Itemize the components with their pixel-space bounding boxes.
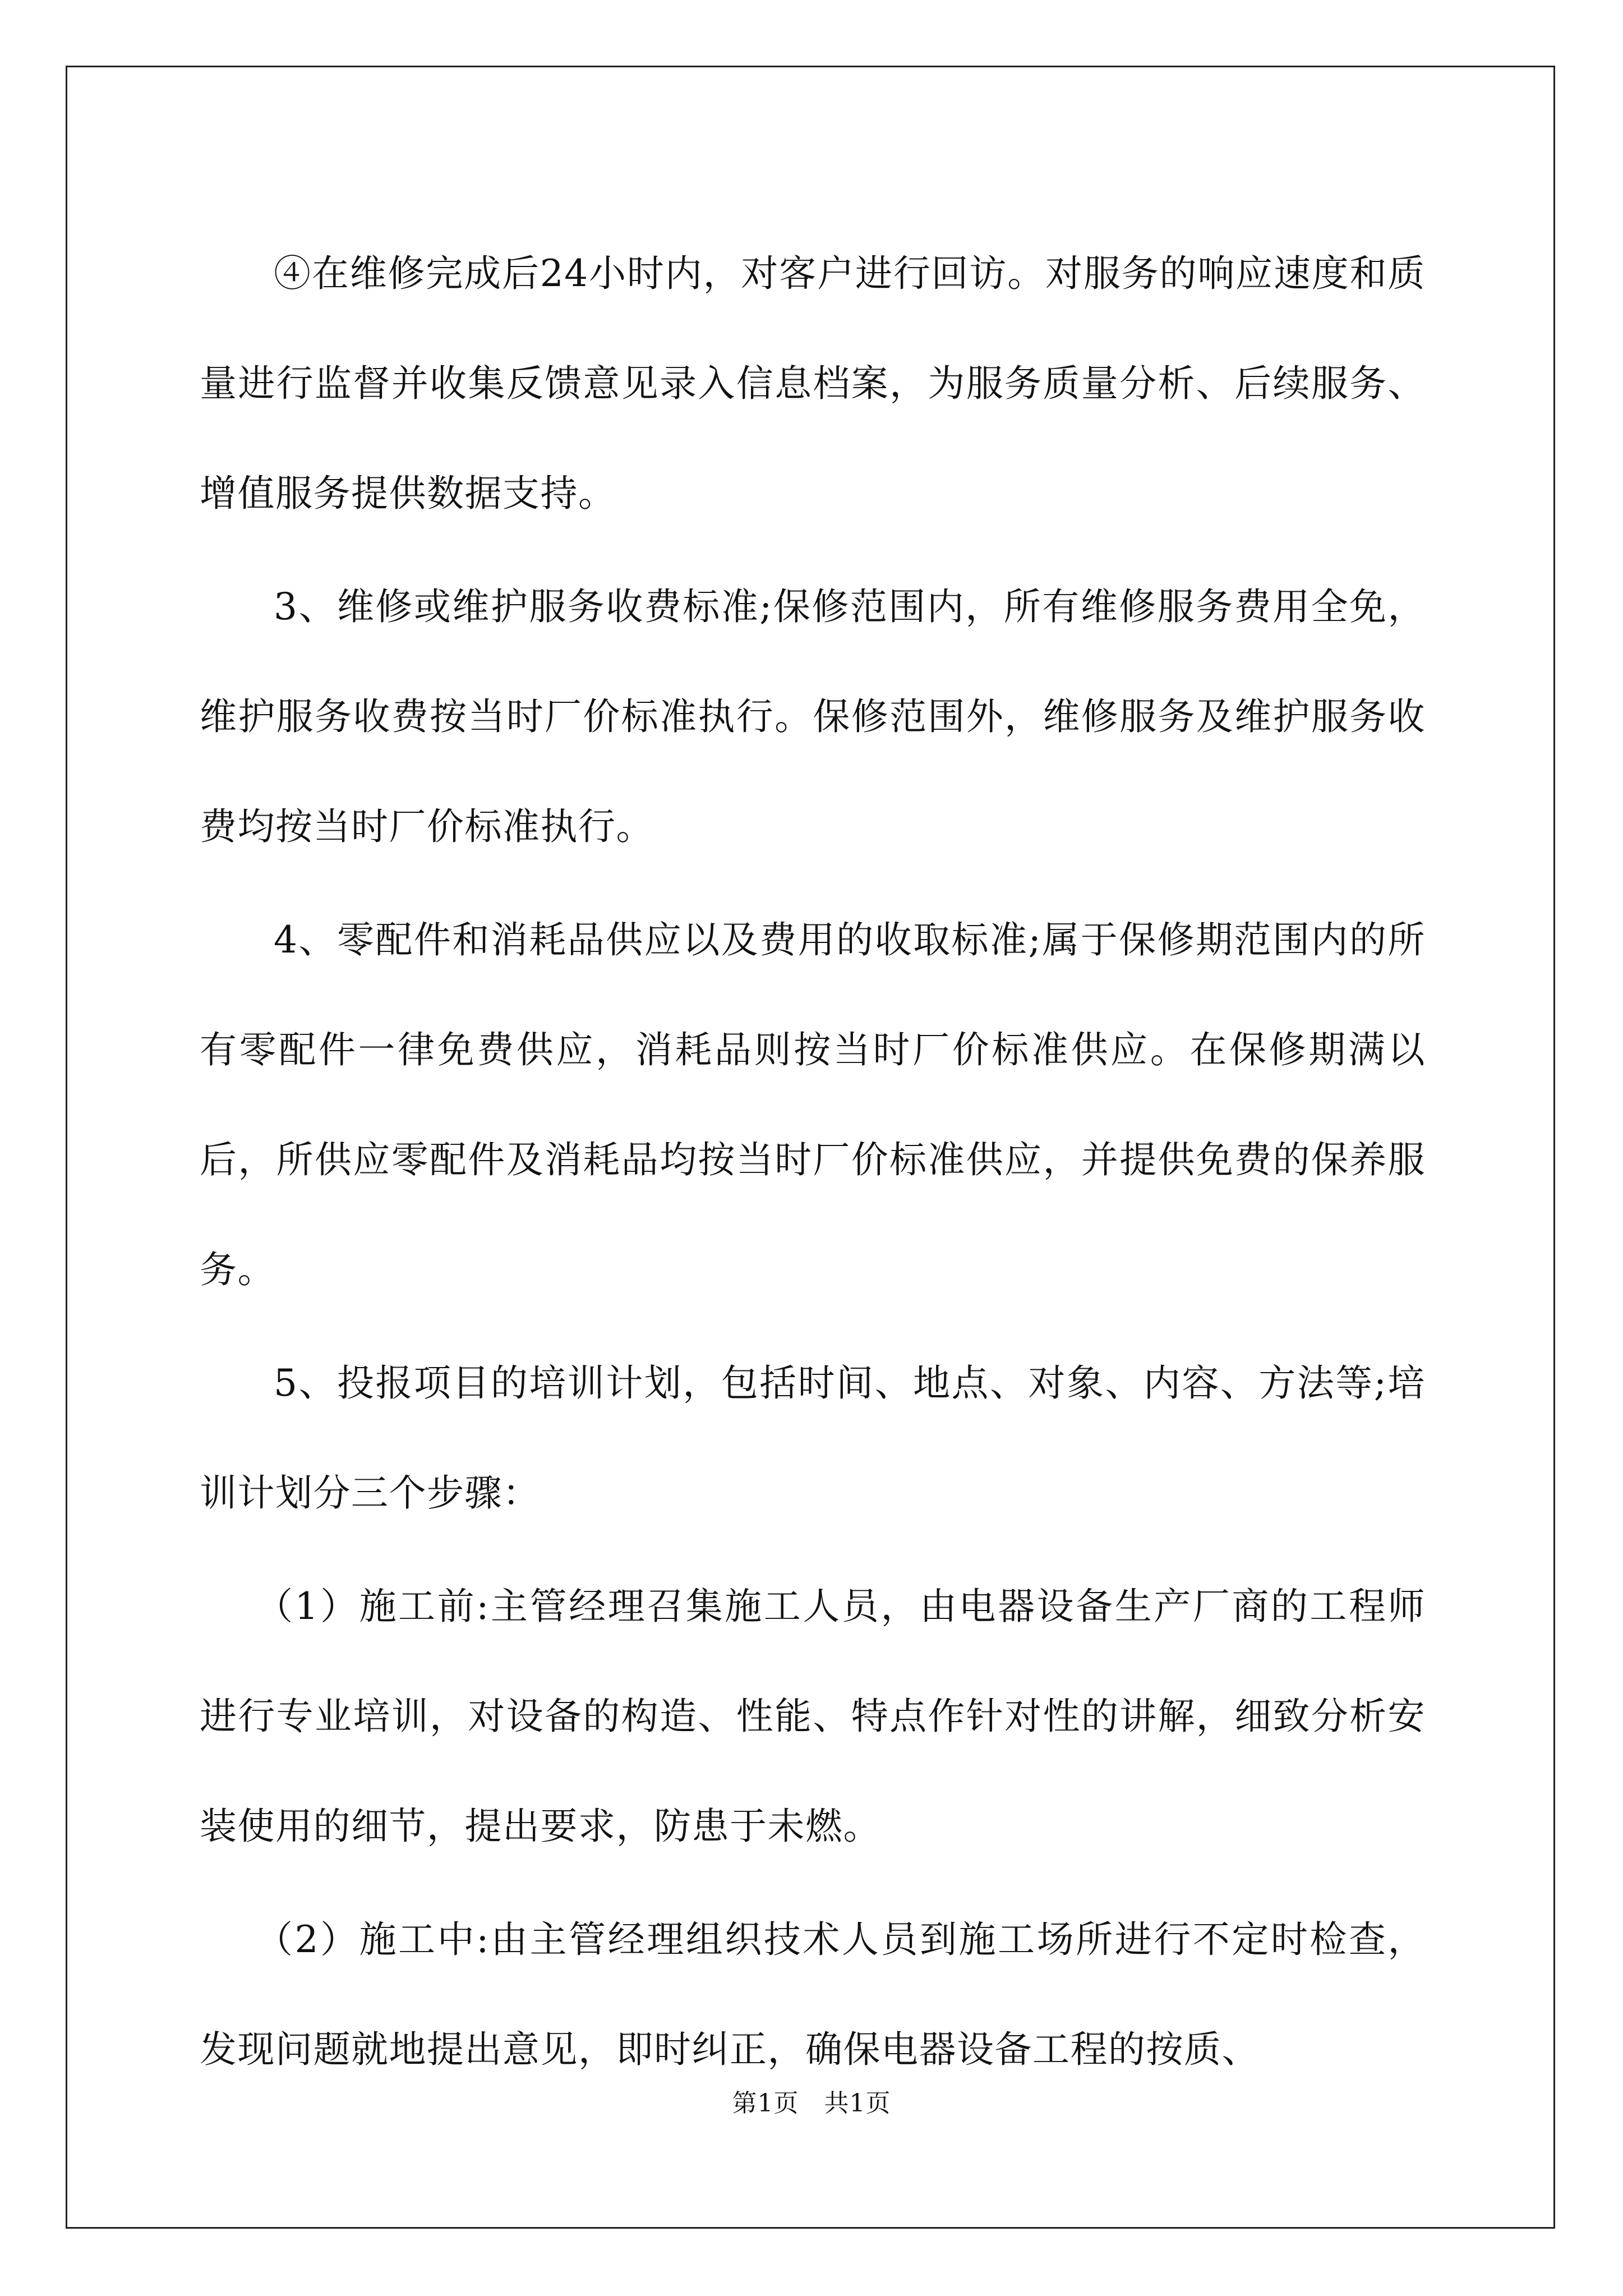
document-body — [200, 219, 1426, 2105]
paragraph-during-construction: （2）施工中:由主管经理组织技术人员到施工场所进行不定时检查，发现问题就地提出意见，即时纠正，确保电器设备工程的按质、 — [200, 1918, 1426, 2071]
paragraph-follow-up: ④在维修完成后24小时内，对客户进行回访。对服务的响应速度和质量进行监督并收集反馈意见录入信息档案，为服务质量分析、后续服务、增值服务提供数据支持。 — [200, 252, 1426, 515]
paragraph-training-plan: 5、投报项目的培训计划，包括时间、地点、对象、内容、方法等;培训计划分三个步骤： — [200, 1361, 1426, 1515]
paragraph-service-fees: 3、维修或维护服务收费标准;保修范围内，所有维修服务费用全免，维护服务收费按当时厂价标准执行。保修范围外，维修服务及维护服务收费均按当时厂价标准执行。 — [200, 585, 1426, 848]
paragraph-before-construction: （1）施工前:主管经理召集施工人员，由电器设备生产厂商的工程师进行专业培训，对设备的构造、性能、特点作针对性的讲解，细致分析安装使用的细节，提出要求，防患于未燃。 — [200, 1585, 1426, 1848]
page-number-footer: 第1页 共1页 — [732, 2089, 891, 2118]
paragraph-parts-supply: 4、零配件和消耗品供应以及费用的收取标准;属于保修期范围内的所有零配件一律免费供应，消耗品则按当时厂价标准供应。在保修期满以后，所供应零配件及消耗品均按当时厂价标准供应，并提供免费的保养服务。 — [200, 918, 1426, 1291]
